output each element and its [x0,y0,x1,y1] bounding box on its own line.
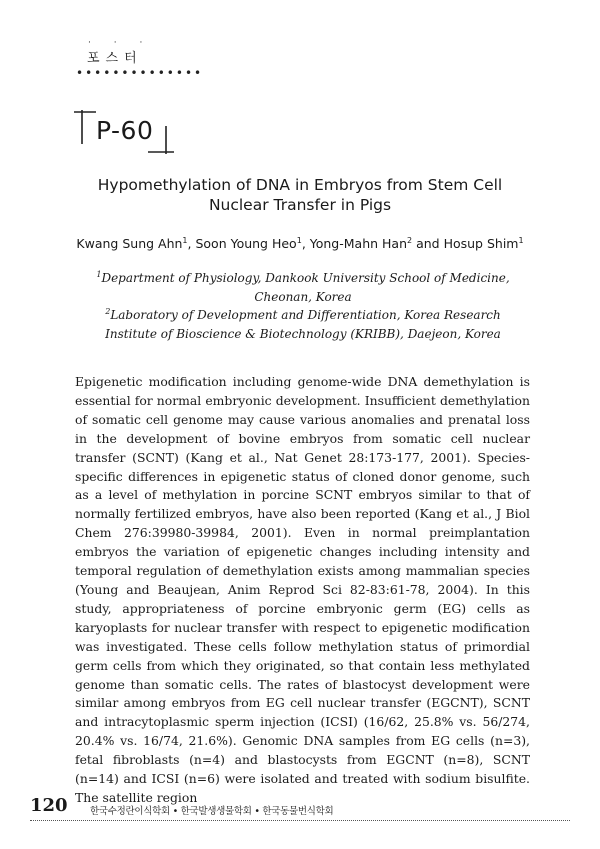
paper-title [40,175,560,215]
author-affiliation-mark: 2 [407,236,413,245]
author-name: Kwang Sung Ahn [76,236,183,252]
page-number: 120 [30,795,68,816]
affiliation-text: Laboratory of Development and Differentiation, Korea Research Institute of Bioscience & Biotechnology (KRIBB), Daejeon, Korea [105,308,501,341]
affiliation-mark: 1 [96,270,102,279]
author-name: Soon Young Heo [195,236,297,252]
affiliation [78,302,528,344]
author-affiliation-mark: 1 [182,236,188,245]
header-emphasis-dots: · · · [88,38,153,48]
paper-title-line-1: Hypomethylation of DNA in Embryos from Stem Cell [97,176,503,194]
poster-number: P-60 [96,116,154,145]
footer-dotted-rule [30,820,570,821]
section-label: 포스터 [87,51,143,66]
society-names: 한국수정란이식학회 • 한국발생생물학회 • 한국동물번식학회 [90,806,334,817]
author-affiliation-mark: 1 [518,236,524,245]
author-list: Kwang Sung Ahn$^1$, Soon Young Heo$^1$, Yong-Mahn Han$^2$ and Hosup Shim$^1$ [76,236,524,252]
author-name: Yong-Mahn Han [309,236,408,252]
paper-title-line-2: Nuclear Transfer in Pigs [208,196,392,214]
header-dot-rule: •••••••••••••• [76,66,204,80]
author-affiliation-mark: 1 [296,236,302,245]
affiliation-text: Department of Physiology, Dankook University School of Medicine, Cheonan, Korea [101,271,510,304]
author-name: Hosup Shim [443,236,519,252]
affiliation-mark: 2 [105,307,111,316]
abstract-body: Epigenetic modification including genome-wide DNA demethylation is essential for normal embryonic development. Insufficient demethylation of somatic cell genome may cause various anomalies and prenatal loss in the development of bovine embryos from somatic cell nuclear transfer (SCNT) (Kang et al., Nat Genet 28:173-177, 2001). Species-specific differences in epigenetic status of cloned donor genome, such as a level of methylation in porcine SCNT embryos similar to that of normally fertilized embryos, have also been reported (Kang et al., J Biol Chem 276:39980-39984, 2001). Even in normal preimplantation embryos the variation of epigenetic changes including intensity and temporal regulation of demethylation exists among mammalian species (Young and Beaujean, Anim Reprod Sci 82-83:61-78, 2004). In this study, appropriateness of porcine embryonic germ (EG) cells as karyoplasts for nuclear transfer with respect to epigenetic modification was investigated. These cells follow methylation status of primordial germ cells from which they originated, so that contain less methylated genome than somatic cells. The rates of blastocyst development were similar among embryos from EG cell nuclear transfer (EGCNT), SCNT and intracytoplasmic sperm injection (ICSI) (16/62, 25.8% vs. 56/274, 20.4% vs. 16/74, 21.6%). Genomic DNA samples from EG cells (n=3), fetal fibroblasts (n=4) and blastocysts from EGCNT (n=8), SCNT (n=14) and ICSI (n=6) were isolated and treated with sodium bisulfite. The satellite region [75,374,530,805]
affiliation [78,265,528,307]
